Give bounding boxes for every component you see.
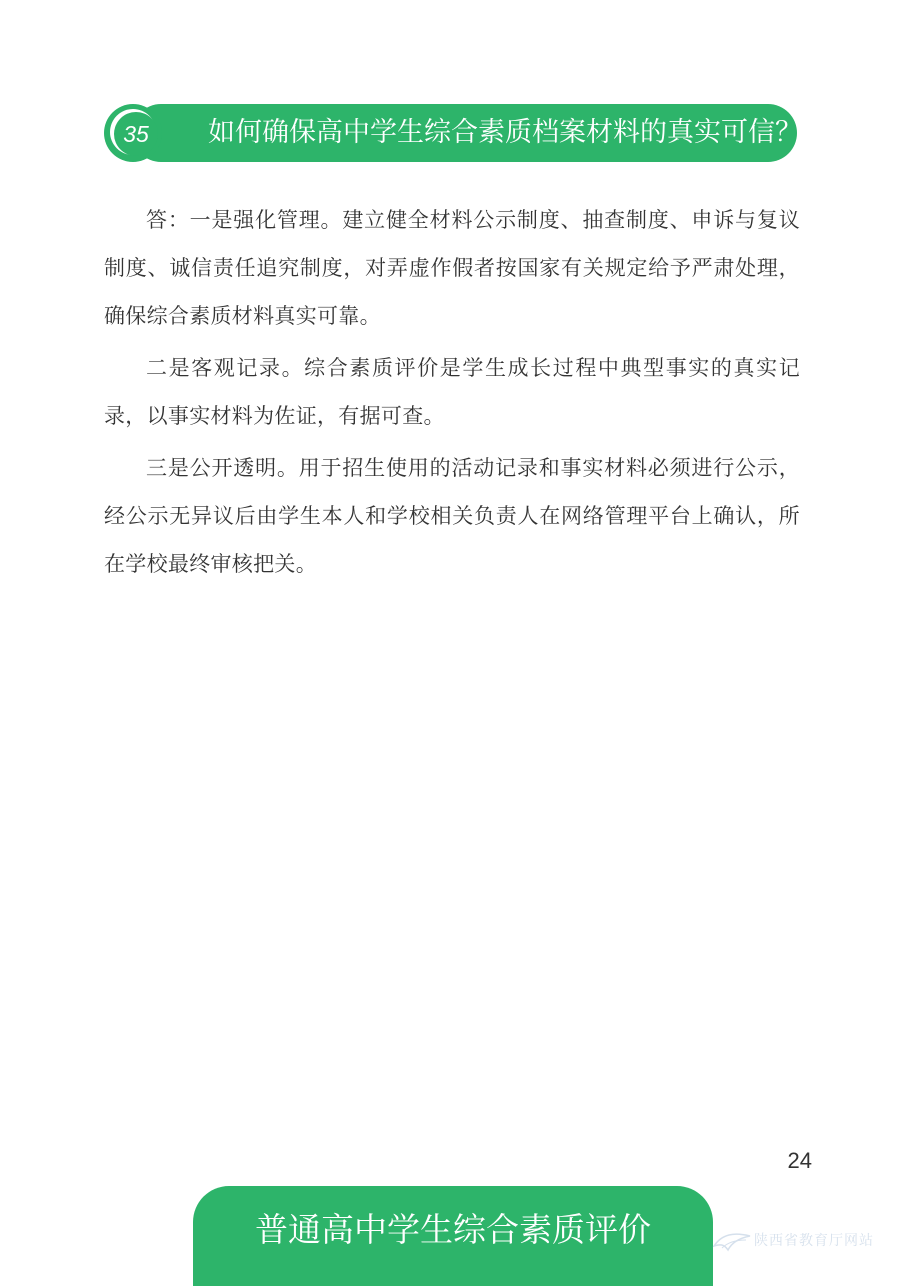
watermark (712, 1226, 892, 1256)
question-header (104, 104, 802, 162)
question-title-bar (132, 104, 802, 162)
page-number: 24 (787, 1148, 812, 1173)
question-number: 35 (114, 112, 158, 156)
answer-paragraph-2: 二是客观记录。综合素质评价是学生成长过程中典型事实的真实记录，以事实材料为佐证，有据可查。 (104, 356, 800, 428)
answer-body (104, 196, 800, 592)
question-title: 如何确保高中学生综合素质档案材料的真实可信？ (208, 117, 802, 148)
bird-logo-icon (712, 1228, 752, 1254)
watermark-text: 陕西省教育厅网站 (754, 1233, 874, 1249)
question-number-badge (104, 104, 162, 162)
footer-title: 普通高中学生综合素质评价 (255, 1210, 651, 1249)
answer-paragraph-1: 答：一是强化管理。建立健全材料公示制度、抽查制度、申诉与复议制度、诚信责任追究制度，对弄虚作假者按国家有关规定给予严肃处理，确保综合素质材料真实可靠。 (104, 208, 800, 328)
footer-banner (193, 1186, 713, 1286)
answer-paragraph-3: 三是公开透明。用于招生使用的活动记录和事实材料必须进行公示，经公示无异议后由学生本人和学校相关负责人在网络管理平台上确认，所在学校最终审核把关。 (104, 456, 800, 576)
